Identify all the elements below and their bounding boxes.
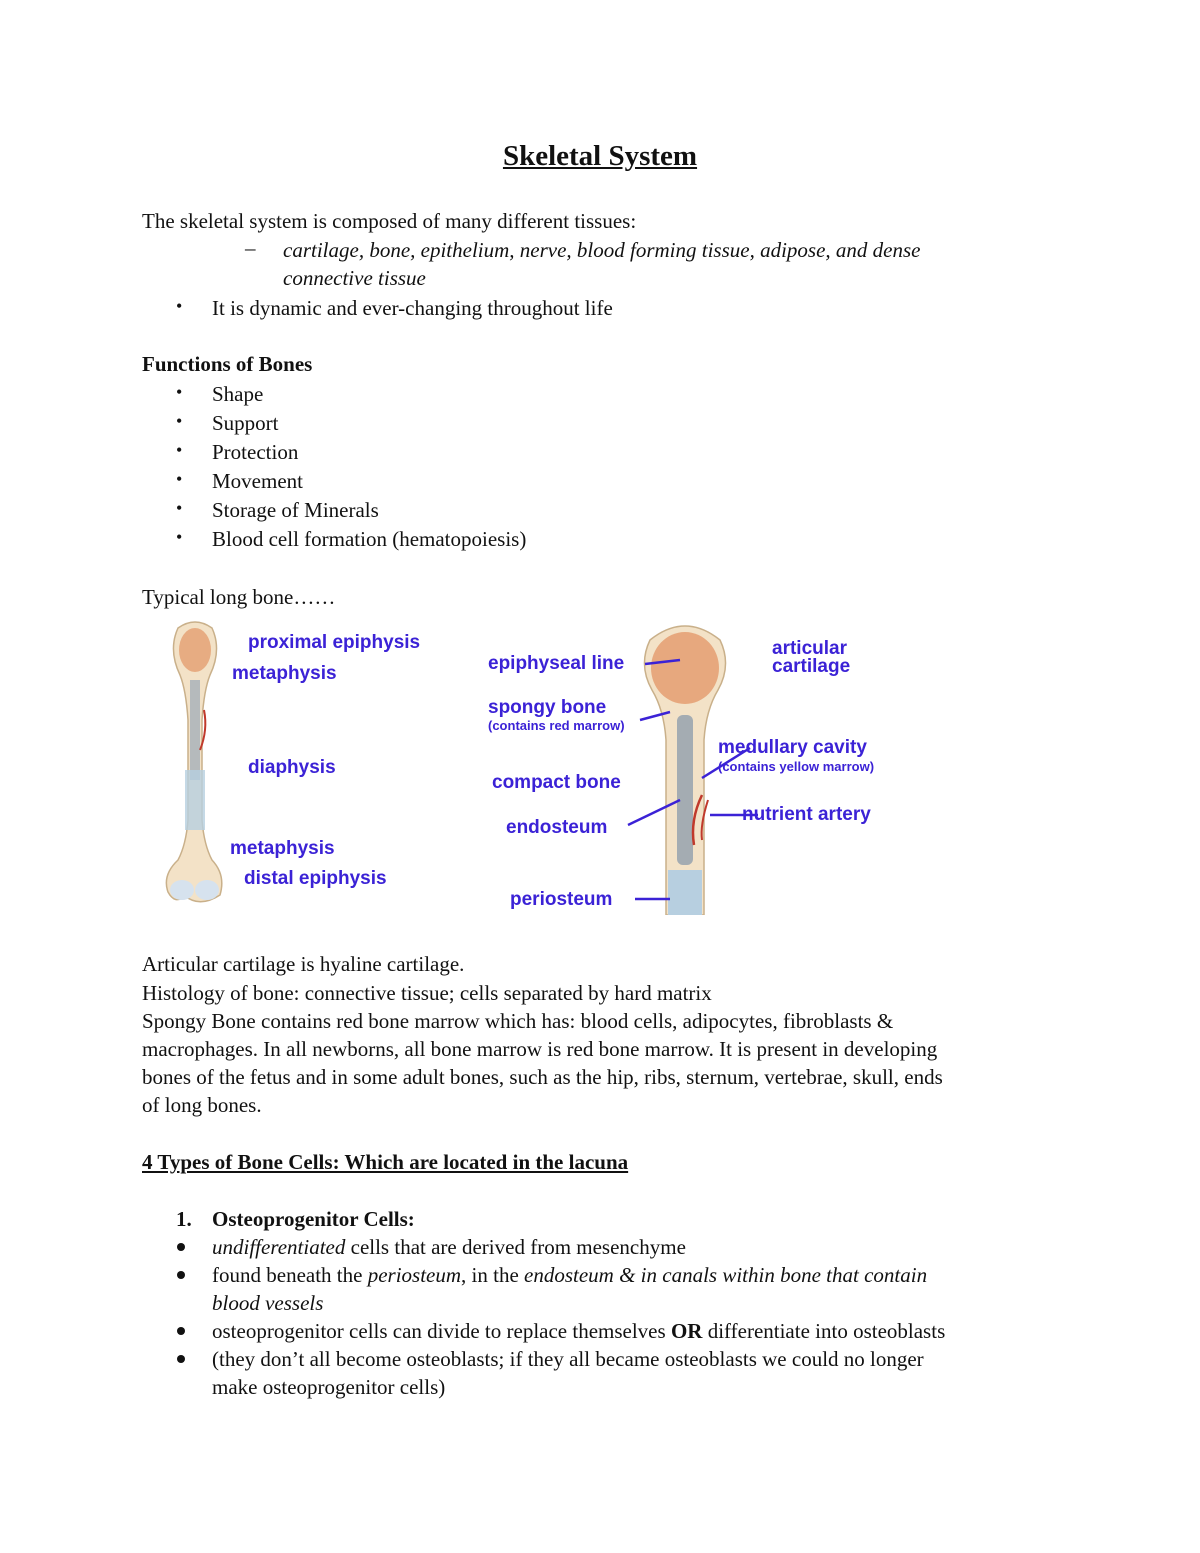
cell-bullet-2-cont: blood vessels (212, 1291, 324, 1315)
label-epiphyseal-line: epiphyseal line (488, 653, 625, 674)
intro-lead: The skeletal system is composed of many different tissues: (142, 209, 637, 233)
bullet-text: differentiate into osteoblasts (702, 1319, 946, 1343)
tissue-list-line2: connective tissue (283, 266, 426, 290)
bullet-marker: • (176, 469, 183, 489)
label-cartilage: cartilage (772, 656, 851, 677)
paragraph-spongy-line2: macrophages. In all newborns, all bone marrow is red bone marrow. It is present in developing (142, 1037, 938, 1061)
intro-dynamic: It is dynamic and ever-changing throughout life (212, 296, 613, 320)
tissue-list-line1: cartilage, bone, epithelium, nerve, blood forming tissue, adipose, and dense (283, 238, 921, 262)
bullet-text: osteoprogenitor cells can divide to replace themselves (212, 1319, 671, 1343)
typical-long-bone-caption: Typical long bone…… (142, 585, 336, 609)
item-title-osteoprogenitor: Osteoprogenitor Cells: (212, 1207, 415, 1231)
label-endosteum: endosteum (506, 817, 608, 838)
paragraph-spongy-line1: Spongy Bone contains red bone marrow which has: blood cells, adipocytes, fibroblasts & (142, 1009, 894, 1033)
bullet-marker: • (176, 411, 183, 431)
label-periosteum: periosteum (510, 889, 613, 910)
label-medullary-note: (contains yellow marrow) (718, 759, 875, 774)
label-nutrient-artery: nutrient artery (742, 804, 871, 825)
cell-bullet-2 (212, 1261, 927, 1289)
long-bone-illustration-left (160, 620, 230, 910)
list-item: Protection (212, 440, 299, 464)
emphasis-text: periosteum (367, 1263, 462, 1287)
label-medullary-cavity: medullary cavity (718, 737, 867, 758)
dash-marker: – (245, 236, 256, 260)
label-compact-bone: compact bone (492, 772, 621, 793)
bullet-text: found beneath the (212, 1263, 368, 1287)
list-item: Movement (212, 469, 303, 493)
page-title: Skeletal System (502, 140, 698, 172)
label-distal-epiphysis: distal epiphysis (244, 868, 387, 889)
label-metaphysis-top: metaphysis (232, 663, 337, 684)
functions-heading: Functions of Bones (142, 352, 313, 376)
label-diaphysis: diaphysis (248, 757, 336, 778)
bullet-dot (177, 1243, 185, 1251)
bullet-dot (177, 1355, 185, 1363)
cell-bullet-4: (they don’t all become osteoblasts; if they all became osteoblasts we could no longer (212, 1347, 924, 1371)
bone-cells-heading: 4 Types of Bone Cells: Which are located in the lacuna (142, 1150, 629, 1174)
cell-bullet-3 (212, 1317, 945, 1345)
item-number: 1. (176, 1207, 192, 1231)
paragraph-histology: Histology of bone: connective tissue; cells separated by hard matrix (142, 981, 712, 1005)
paragraph-spongy-line3: bones of the fetus and in some adult bones, such as the hip, ribs, sternum, vertebrae, skull, ends (142, 1065, 943, 1089)
label-spongy-bone-note: (contains red marrow) (488, 718, 625, 733)
label-proximal-epiphysis: proximal epiphysis (248, 632, 421, 653)
bullet-marker: • (176, 296, 183, 316)
list-item: Support (212, 411, 279, 435)
bullet-dot (177, 1271, 185, 1279)
list-item: Blood cell formation (hematopoiesis) (212, 527, 527, 551)
bullet-marker: • (176, 440, 183, 460)
bullet-marker: • (176, 527, 183, 547)
emphasis-text: OR (670, 1319, 703, 1343)
bullet-text: cells that are derived from mesenchyme (345, 1235, 686, 1259)
emphasis-text: undifferentiated (212, 1235, 346, 1259)
label-articular: articular (772, 638, 847, 659)
paragraph-articular: Articular cartilage is hyaline cartilage. (142, 952, 465, 976)
bullet-text: , in the (461, 1263, 525, 1287)
paragraph-spongy-line4: of long bones. (142, 1093, 262, 1117)
cell-bullet-4-cont: make osteoprogenitor cells) (212, 1375, 446, 1399)
label-spongy-bone: spongy bone (488, 697, 607, 718)
cell-bullet-1 (212, 1233, 686, 1261)
label-metaphysis-bottom: metaphysis (230, 838, 335, 859)
bullet-marker: • (176, 498, 183, 518)
bullet-marker: • (176, 382, 183, 402)
list-item: Storage of Minerals (212, 498, 379, 522)
bullet-dot (177, 1327, 185, 1335)
list-item: Shape (212, 382, 264, 406)
emphasis-text: endosteum & in canals within bone that contain (524, 1263, 928, 1287)
